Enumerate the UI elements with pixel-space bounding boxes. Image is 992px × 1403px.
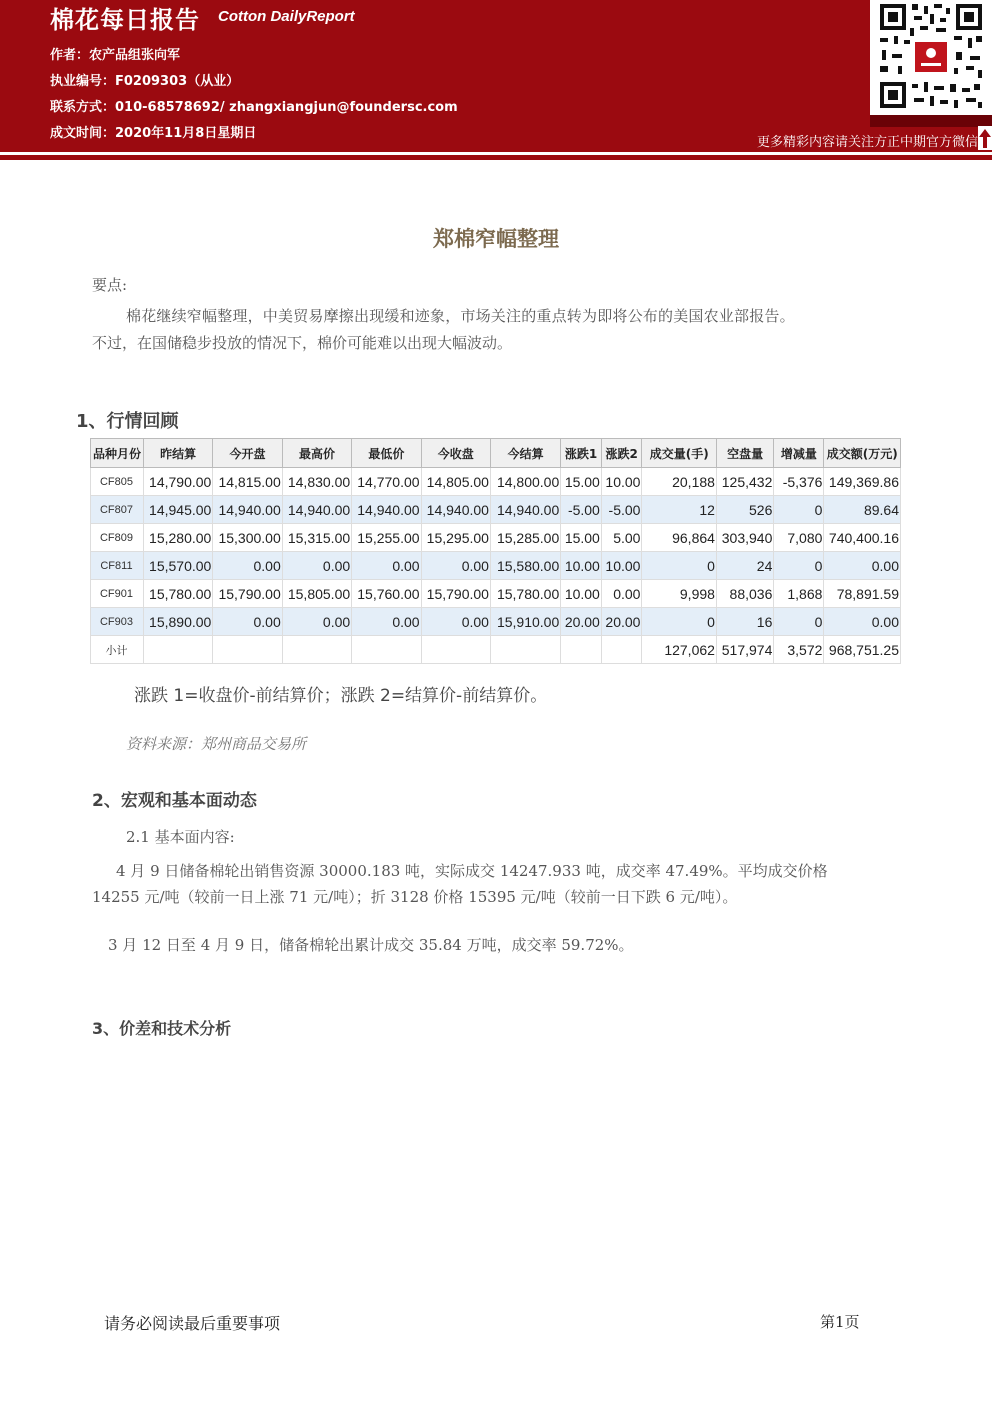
table-row <box>91 636 901 664</box>
col-header: 今收盘 <box>421 439 490 468</box>
table-cell <box>490 636 560 664</box>
table-cell-contract: CF809 <box>91 524 144 552</box>
table-cell: 0 <box>642 552 716 580</box>
table-cell: 0.00 <box>601 580 642 608</box>
section-2-heading: 2、宏观和基本面动态 <box>92 791 257 811</box>
col-header: 涨跌1 <box>561 439 602 468</box>
table-footnote: 涨跌 1=收盘价-前结算价；涨跌 2=结算价-前结算价。 <box>134 686 548 706</box>
table-cell: 10.00 <box>601 552 642 580</box>
table-cell-contract: CF903 <box>91 608 144 636</box>
arrow-up-icon <box>978 126 992 150</box>
table-cell: 15,790.00 <box>421 580 490 608</box>
table-row <box>91 552 901 580</box>
table-cell: 149,369.86 <box>824 468 901 496</box>
table-cell: 3,572 <box>774 636 824 664</box>
page-number: 第1页 <box>820 1313 860 1331</box>
col-header: 空盘量 <box>716 439 773 468</box>
col-header: 最低价 <box>352 439 421 468</box>
section-3-heading: 3、价差和技术分析 <box>92 1019 232 1038</box>
table-cell: 89.64 <box>824 496 901 524</box>
table-cell: 517,974 <box>716 636 773 664</box>
table-cell: 15,580.00 <box>490 552 560 580</box>
table-cell: 15,910.00 <box>490 608 560 636</box>
table-cell: 15,285.00 <box>490 524 560 552</box>
section-1-heading: 1、行情回顾 <box>76 411 179 432</box>
table-cell: 14,940.00 <box>352 496 421 524</box>
table-cell: 14,790.00 <box>143 468 212 496</box>
table-cell: 0.00 <box>282 608 351 636</box>
table-cell <box>352 636 421 664</box>
section-2-para2: 3 月 12 日至 4 月 9 日，储备棉轮出累计成交 35.84 万吨，成交率 59.72%。 <box>108 936 634 954</box>
table-cell: 88,036 <box>716 580 773 608</box>
table-cell: -5.00 <box>601 496 642 524</box>
data-source: 资料来源：郑州商品交易所 <box>126 735 307 753</box>
key-points-line1: 棉花继续窄幅整理，中美贸易摩擦出现缓和迹象，市场关注的重点转为即将公布的美国农业部报告。 <box>126 307 795 325</box>
table-cell: 14,800.00 <box>490 468 560 496</box>
table-cell: 15,760.00 <box>352 580 421 608</box>
table-cell-contract: CF901 <box>91 580 144 608</box>
header-divider <box>0 155 992 160</box>
table-cell: 20,188 <box>642 468 716 496</box>
table-cell: 5.00 <box>601 524 642 552</box>
table-cell: 12 <box>642 496 716 524</box>
table-cell: 14,770.00 <box>352 468 421 496</box>
table-cell: 15,570.00 <box>143 552 212 580</box>
table-cell: 15,780.00 <box>490 580 560 608</box>
table-cell: 0.00 <box>213 608 282 636</box>
table-cell: 15,780.00 <box>143 580 212 608</box>
table-cell: 127,062 <box>642 636 716 664</box>
col-header: 昨结算 <box>143 439 212 468</box>
table-row <box>91 496 901 524</box>
col-header: 今结算 <box>490 439 560 468</box>
contact-line: 联系方式：010-68578692/ zhangxiangjun@foundersc.com <box>50 100 458 115</box>
table-cell: 96,864 <box>642 524 716 552</box>
table-cell: 20.00 <box>561 608 602 636</box>
key-points-line2: 不过，在国储稳步投放的情况下，棉价可能难以出现大幅波动。 <box>92 334 513 352</box>
table-cell: 15,255.00 <box>352 524 421 552</box>
table-row <box>91 580 901 608</box>
table-cell: -5,376 <box>774 468 824 496</box>
table-cell-contract: CF807 <box>91 496 144 524</box>
author-line: 作者：农产品组张向军 <box>50 48 181 63</box>
table-cell: 14,830.00 <box>282 468 351 496</box>
key-points-label: 要点: <box>92 276 128 294</box>
footer-notice: 请务必阅读最后重要事项 <box>104 1314 281 1333</box>
table-cell: 14,940.00 <box>421 496 490 524</box>
table-cell: 15.00 <box>561 524 602 552</box>
document-title: 郑棉窄幅整理 <box>433 227 559 251</box>
table-cell: 0 <box>774 496 824 524</box>
table-row <box>91 524 901 552</box>
table-cell <box>561 636 602 664</box>
table-cell: 0.00 <box>824 552 901 580</box>
col-header: 品种月份 <box>91 439 144 468</box>
table-cell: 0.00 <box>352 608 421 636</box>
table-cell: 0.00 <box>824 608 901 636</box>
table-header-row <box>91 439 901 468</box>
table-cell <box>282 636 351 664</box>
table-cell: 0.00 <box>352 552 421 580</box>
table-cell: 20.00 <box>601 608 642 636</box>
table-cell: 15,315.00 <box>282 524 351 552</box>
table-cell <box>213 636 282 664</box>
table-cell: 0 <box>774 608 824 636</box>
table-cell: 15,300.00 <box>213 524 282 552</box>
license-line: 执业编号：F0209303（从业） <box>50 74 240 89</box>
col-header: 最高价 <box>282 439 351 468</box>
table-cell: 14,945.00 <box>143 496 212 524</box>
qr-caption-bar <box>870 115 992 127</box>
qr-code-icon <box>870 0 992 115</box>
date-line: 成文时间：2020年11月8日星期日 <box>50 126 257 141</box>
table-cell: 0.00 <box>421 608 490 636</box>
table-cell <box>601 636 642 664</box>
table-cell: 14,940.00 <box>213 496 282 524</box>
table-cell: 14,815.00 <box>213 468 282 496</box>
report-title-cn: 棉花每日报告 <box>50 6 200 34</box>
table-cell: 968,751.25 <box>824 636 901 664</box>
table-row <box>91 608 901 636</box>
table-cell: 0 <box>774 552 824 580</box>
table-cell: 740,400.16 <box>824 524 901 552</box>
table-cell: 303,940 <box>716 524 773 552</box>
section-2-subheading: 2.1 基本面内容: <box>126 828 235 846</box>
table-cell: 14,805.00 <box>421 468 490 496</box>
table-cell: 14,940.00 <box>490 496 560 524</box>
section-2-para1-line1: 4 月 9 日储备棉轮出销售资源 30000.183 吨，实际成交 14247.933 吨，成交率 47.49%。平均成交价格 <box>116 862 828 880</box>
table-cell: 14,940.00 <box>282 496 351 524</box>
table-cell: 15,805.00 <box>282 580 351 608</box>
report-title-en: Cotton DailyReport <box>218 8 355 25</box>
table-cell: 15,280.00 <box>143 524 212 552</box>
section-2-para1-line2: 14255 元/吨（较前一日上涨 71 元/吨）；折 3128 价格 15395 元/吨（较前一日下跌 6 元/吨）。 <box>92 888 738 906</box>
table-cell <box>143 636 212 664</box>
table-cell: 0.00 <box>421 552 490 580</box>
table-cell-contract: 小计 <box>91 636 144 664</box>
market-table <box>90 438 901 664</box>
table-cell: 15,890.00 <box>143 608 212 636</box>
table-cell: 10.00 <box>561 552 602 580</box>
table-cell: 526 <box>716 496 773 524</box>
table-cell: 0 <box>642 608 716 636</box>
table-cell: 16 <box>716 608 773 636</box>
table-cell: 7,080 <box>774 524 824 552</box>
table-cell <box>421 636 490 664</box>
table-cell: 15,790.00 <box>213 580 282 608</box>
follow-wechat-text: 更多精彩内容请关注方正中期官方微信 <box>756 135 978 150</box>
col-header: 涨跌2 <box>601 439 642 468</box>
table-cell: 24 <box>716 552 773 580</box>
table-cell: 10.00 <box>561 580 602 608</box>
table-cell: 0.00 <box>213 552 282 580</box>
col-header: 今开盘 <box>213 439 282 468</box>
table-cell: -5.00 <box>561 496 602 524</box>
table-cell-contract: CF805 <box>91 468 144 496</box>
table-cell: 1,868 <box>774 580 824 608</box>
table-cell: 15,295.00 <box>421 524 490 552</box>
table-cell: 9,998 <box>642 580 716 608</box>
table-cell: 10.00 <box>601 468 642 496</box>
col-header: 增减量 <box>774 439 824 468</box>
table-cell: 0.00 <box>282 552 351 580</box>
table-row <box>91 468 901 496</box>
col-header: 成交量(手) <box>642 439 716 468</box>
table-cell: 125,432 <box>716 468 773 496</box>
table-cell: 78,891.59 <box>824 580 901 608</box>
table-cell-contract: CF811 <box>91 552 144 580</box>
col-header: 成交额(万元) <box>824 439 901 468</box>
table-cell: 15.00 <box>561 468 602 496</box>
